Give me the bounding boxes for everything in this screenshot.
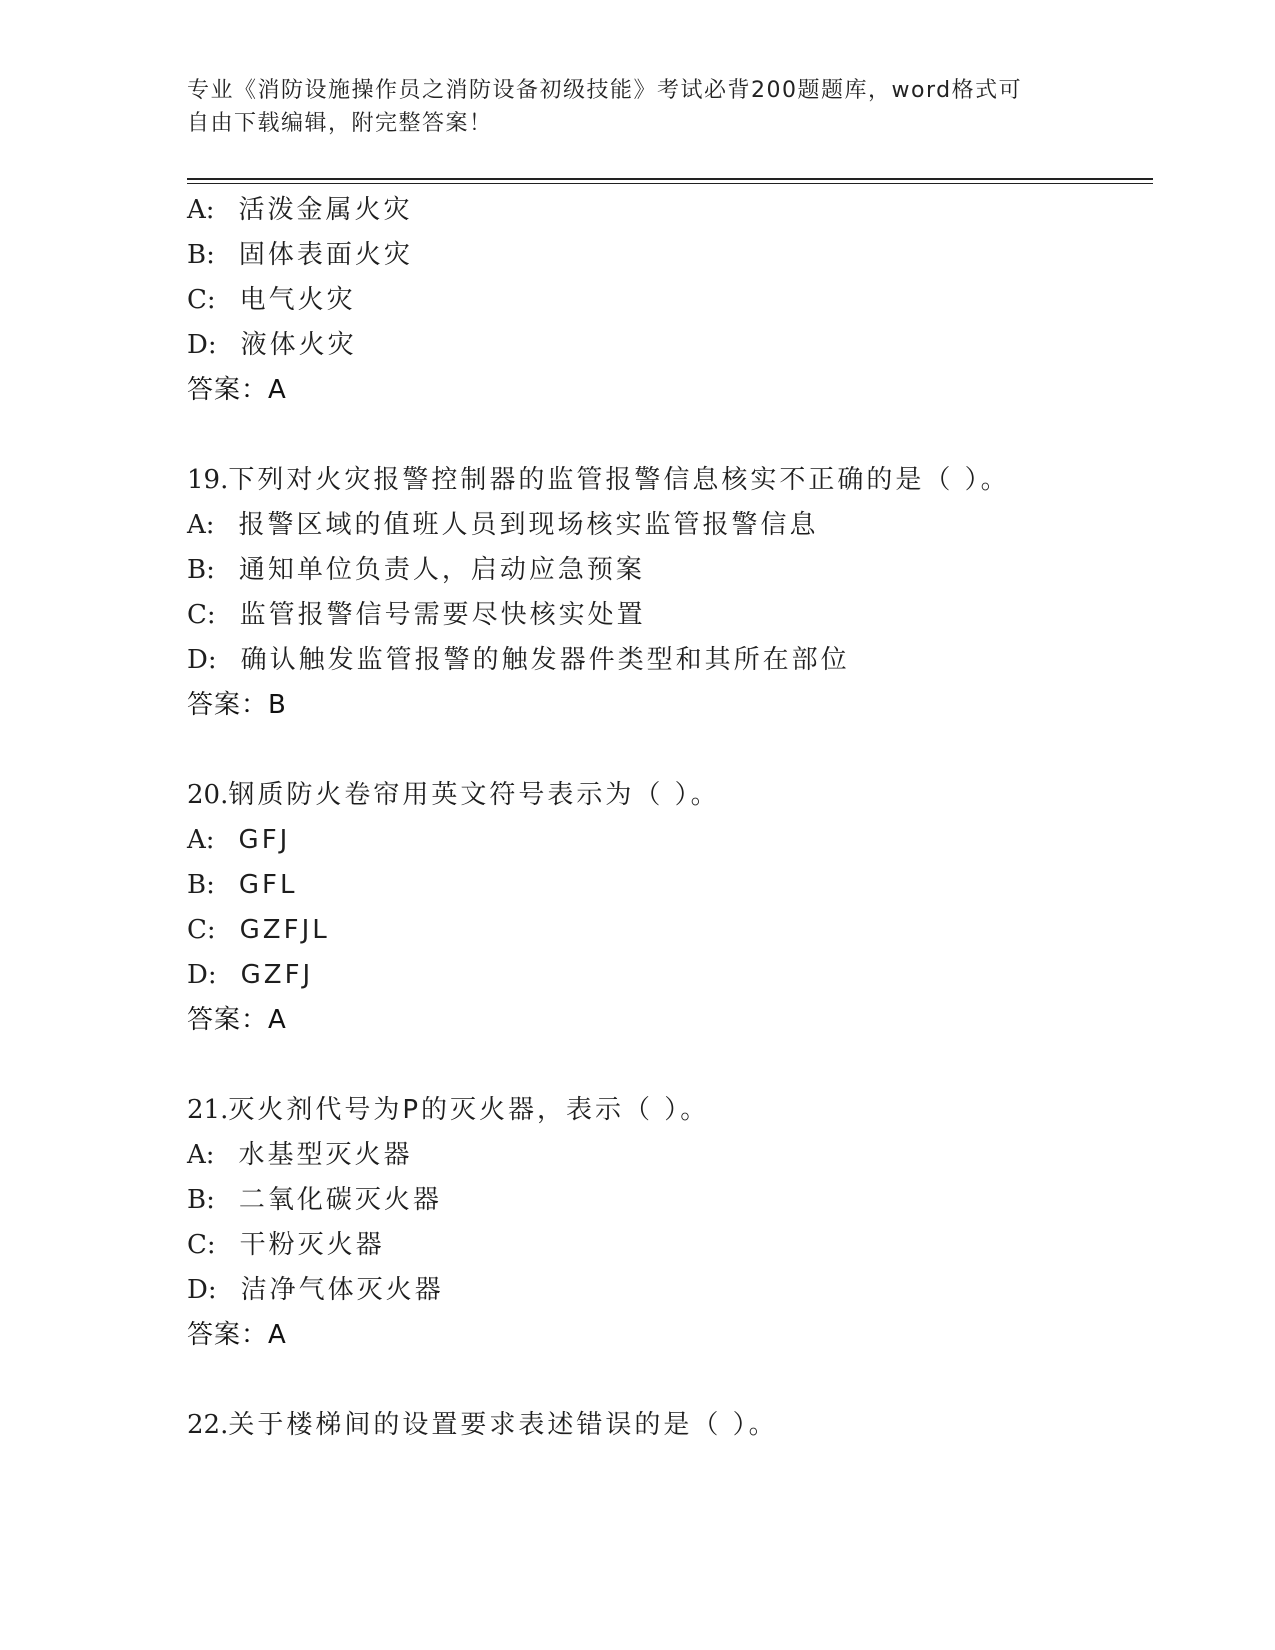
q21-option-c: C: 干粉灭火器: [187, 1230, 385, 1260]
q18-option-c: C: 电气火灾: [187, 285, 356, 315]
q18-option-a: A: 活泼金属火灾: [187, 195, 413, 225]
document-header: [187, 74, 1087, 140]
q21-answer: 答案：A: [187, 1320, 287, 1350]
header-divider-thick: [187, 178, 1153, 180]
q20-option-b: B: GFL: [187, 870, 298, 900]
q21-option-b: B: 二氧化碳灭火器: [187, 1185, 442, 1215]
q19-option-a: A: 报警区域的值班人员到现场核实监管报警信息: [187, 510, 819, 540]
q22-question: 22.关于楼梯间的设置要求表述错误的是（ ）。: [187, 1410, 778, 1440]
q20-option-c: C: GZFJL: [187, 915, 330, 945]
q19-option-c: C: 监管报警信号需要尽快核实处置: [187, 600, 646, 630]
q21-question: 21.灭火剂代号为P的灭火器，表示（ ）。: [187, 1095, 710, 1125]
q19-option-b: B: 通知单位负责人，启动应急预案: [187, 555, 645, 585]
header-divider-thin: [187, 183, 1153, 184]
q21-option-a: A: 水基型灭火器: [187, 1140, 413, 1170]
q18-answer: 答案：A: [187, 375, 287, 405]
q19-answer: 答案：B: [187, 690, 287, 720]
q20-option-a: A: GFJ: [187, 825, 291, 855]
q18-option-d: D: 液体火灾: [187, 330, 357, 360]
q19-option-d: D: 确认触发监管报警的触发器件类型和其所在部位: [187, 645, 850, 675]
q19-question: 19.下列对火灾报警控制器的监管报警信息核实不正确的是（ ）。: [187, 465, 1010, 495]
q20-question: 20.钢质防火卷帘用英文符号表示为（ ）。: [187, 780, 720, 810]
header-line-2: 自由下载编辑，附完整答案！: [187, 111, 493, 136]
q20-option-d: D: GZFJ: [187, 960, 314, 990]
q18-option-b: B: 固体表面火灾: [187, 240, 413, 270]
q20-answer: 答案：A: [187, 1005, 287, 1035]
header-line-1: 专业《消防设施操作员之消防设备初级技能》考试必背200题题库，word格式可: [187, 78, 1023, 103]
q21-option-d: D: 洁净气体灭火器: [187, 1275, 444, 1305]
